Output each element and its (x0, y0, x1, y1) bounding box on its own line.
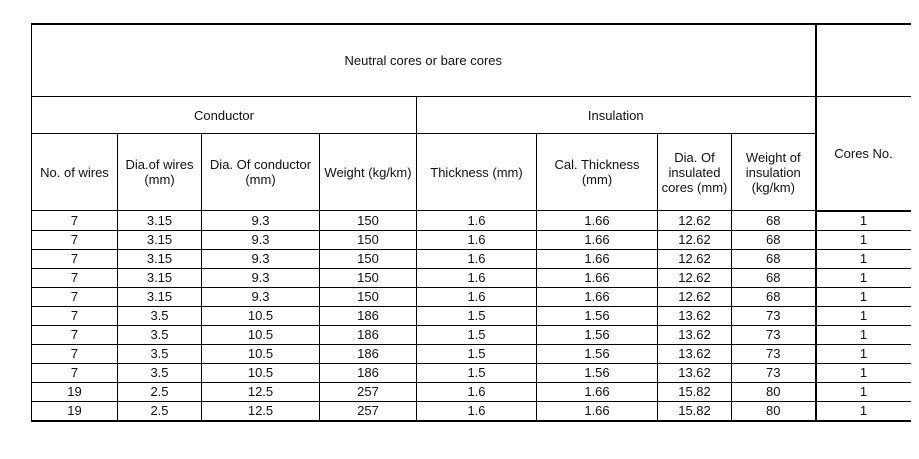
table-row (32, 211, 911, 231)
table-cell: 1.66 (537, 287, 658, 306)
table-cell: 1 (816, 211, 911, 231)
table-cell: 1.66 (537, 401, 658, 421)
table-cell: 7 (32, 249, 118, 268)
table-cell: 1.5 (417, 306, 537, 325)
table-cell: 7 (32, 306, 118, 325)
table-cell: 186 (320, 306, 417, 325)
table-cell: 73 (732, 325, 816, 344)
table-cell: 19 (32, 382, 118, 401)
table-cell: 1.6 (417, 249, 537, 268)
col-header-thickness: Thickness (mm) (417, 134, 537, 211)
table-row (32, 287, 911, 306)
table-row (32, 325, 911, 344)
table-cell: 186 (320, 363, 417, 382)
table-cell: 1.66 (537, 211, 658, 231)
table-row (32, 268, 911, 287)
group-insulation: Insulation (417, 97, 816, 134)
table-cell: 2.5 (118, 382, 202, 401)
table-cell: 1.56 (537, 363, 658, 382)
table-cell: 10.5 (202, 306, 320, 325)
table-cell: 7 (32, 230, 118, 249)
cable-spec-table (31, 23, 911, 422)
table-cell: 1.6 (417, 287, 537, 306)
table-cell: 1.66 (537, 249, 658, 268)
table-cell: 10.5 (202, 325, 320, 344)
table-cell: 1 (816, 325, 911, 344)
table-cell: 1 (816, 268, 911, 287)
table-cell: 15.82 (658, 401, 732, 421)
table-cell: 12.5 (202, 382, 320, 401)
table-cell: 1 (816, 363, 911, 382)
table-cell: 1 (816, 382, 911, 401)
table-cell: 3.5 (118, 363, 202, 382)
table-cell: 150 (320, 211, 417, 231)
table-cell: 3.5 (118, 344, 202, 363)
spec-sheet (31, 23, 919, 459)
table-cell: 1.6 (417, 230, 537, 249)
table-row (32, 306, 911, 325)
table-cell: 7 (32, 211, 118, 231)
table-cell: 1 (816, 401, 911, 421)
table-cell: 9.3 (202, 211, 320, 231)
table-cell: 1.56 (537, 344, 658, 363)
title-row (32, 24, 911, 97)
table-cell: 7 (32, 344, 118, 363)
table-cell: 3.15 (118, 249, 202, 268)
table-cell: 150 (320, 287, 417, 306)
table-cell: 1 (816, 230, 911, 249)
table-cell: 257 (320, 401, 417, 421)
table-cell: 1.6 (417, 268, 537, 287)
table-cell: 1.66 (537, 268, 658, 287)
table-cell: 13.62 (658, 363, 732, 382)
table-cell: 68 (732, 230, 816, 249)
table-cell: 12.62 (658, 287, 732, 306)
column-header-row (32, 134, 911, 211)
table-cell: 1.5 (417, 344, 537, 363)
col-header-dia-of-conductor: Dia. Of conductor (mm) (202, 134, 320, 211)
table-row (32, 230, 911, 249)
table-cell: 13.62 (658, 344, 732, 363)
table-row (32, 344, 911, 363)
table-cell: 150 (320, 249, 417, 268)
table-cell: 9.3 (202, 268, 320, 287)
table-row (32, 249, 911, 268)
table-cell: 1.5 (417, 363, 537, 382)
table-cell: 80 (732, 382, 816, 401)
table-row (32, 382, 911, 401)
table-cell: 1 (816, 306, 911, 325)
table-cell: 1.56 (537, 325, 658, 344)
col-header-weight: Weight (kg/km) (320, 134, 417, 211)
table-cell: 7 (32, 287, 118, 306)
col-header-weight-of-insulation: Weight of insulation (kg/km) (732, 134, 816, 211)
table-cell: 257 (320, 382, 417, 401)
table-cell: 1.66 (537, 230, 658, 249)
table-cell: 186 (320, 325, 417, 344)
table-cell: 73 (732, 363, 816, 382)
col-header-dia-of-wires: Dia.of wires (mm) (118, 134, 202, 211)
table-cell: 7 (32, 325, 118, 344)
group-header-row (32, 97, 911, 134)
table-cell: 150 (320, 230, 417, 249)
table-cell: 1 (816, 344, 911, 363)
table-cell: 186 (320, 344, 417, 363)
table-cell: 68 (732, 249, 816, 268)
table-title: Neutral cores or bare cores (32, 24, 816, 97)
table-cell: 3.15 (118, 211, 202, 231)
table-cell: 3.15 (118, 268, 202, 287)
group-conductor: Conductor (32, 97, 417, 134)
col-header-cal-thickness: Cal. Thickness (mm) (537, 134, 658, 211)
table-cell: 68 (732, 287, 816, 306)
table-cell: 73 (732, 306, 816, 325)
table-cell: 1.6 (417, 382, 537, 401)
table-cell: 13.62 (658, 306, 732, 325)
table-cell: 1.66 (537, 382, 658, 401)
table-cell: 68 (732, 211, 816, 231)
table-cell: 12.5 (202, 401, 320, 421)
col-header-dia-of-insulated-cores: Dia. Of insulated cores (mm) (658, 134, 732, 211)
table-row (32, 401, 911, 421)
table-cell: 12.62 (658, 230, 732, 249)
table-cell: 7 (32, 268, 118, 287)
table-cell: 9.3 (202, 230, 320, 249)
table-cell: 3.5 (118, 325, 202, 344)
table-cell: 9.3 (202, 287, 320, 306)
table-cell: 3.5 (118, 306, 202, 325)
table-cell: 1 (816, 287, 911, 306)
table-cell: 150 (320, 268, 417, 287)
col-header-cores-no: Cores No. (816, 97, 911, 211)
col-header-no-of-wires: No. of wires (32, 134, 118, 211)
table-cell: 12.62 (658, 268, 732, 287)
table-cell: 10.5 (202, 363, 320, 382)
table-cell: 73 (732, 344, 816, 363)
table-body (32, 24, 911, 421)
table-cell: 1.6 (417, 211, 537, 231)
table-cell: 3.15 (118, 230, 202, 249)
table-cell: 1.6 (417, 401, 537, 421)
table-cell: 12.62 (658, 211, 732, 231)
table-cell: 3.15 (118, 287, 202, 306)
table-row (32, 363, 911, 382)
table-cell: 15.82 (658, 382, 732, 401)
title-row-end-cell (816, 24, 911, 97)
table-cell: 19 (32, 401, 118, 421)
table-cell: 10.5 (202, 344, 320, 363)
table-cell: 9.3 (202, 249, 320, 268)
table-cell: 68 (732, 268, 816, 287)
table-cell: 12.62 (658, 249, 732, 268)
table-cell: 13.62 (658, 325, 732, 344)
table-cell: 1.5 (417, 325, 537, 344)
table-cell: 1.56 (537, 306, 658, 325)
table-cell: 2.5 (118, 401, 202, 421)
table-cell: 1 (816, 249, 911, 268)
table-cell: 80 (732, 401, 816, 421)
table-cell: 7 (32, 363, 118, 382)
